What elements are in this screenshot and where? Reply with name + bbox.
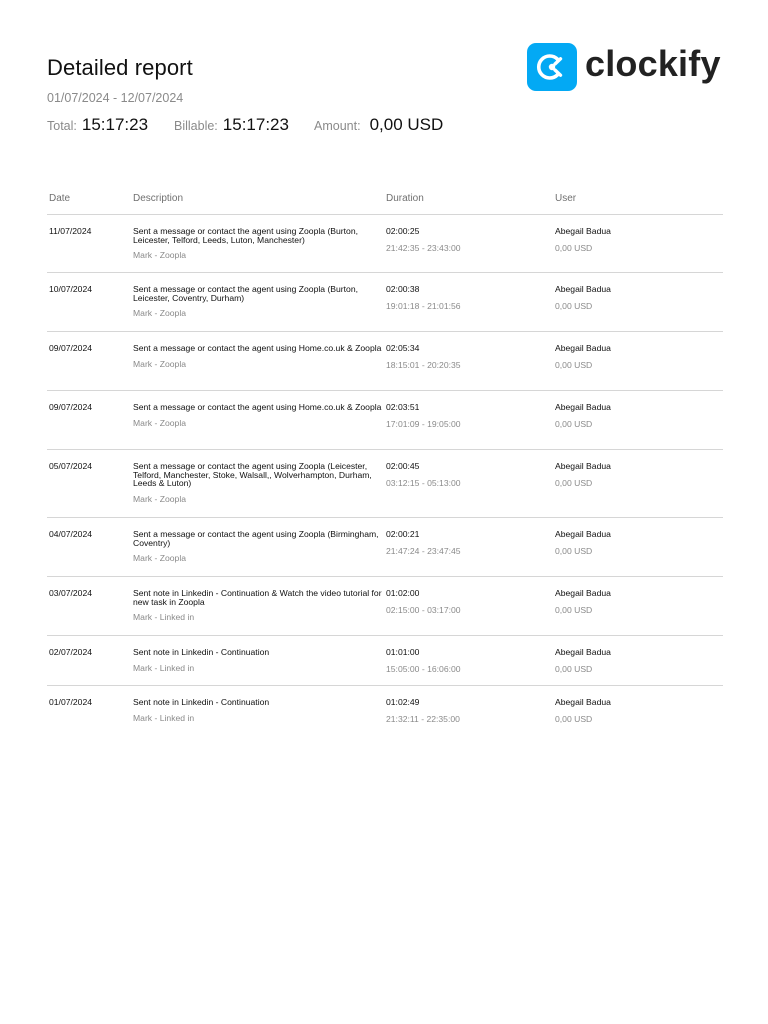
entry-duration bbox=[386, 648, 461, 673]
entry-duration-total: 02:05:34 bbox=[386, 343, 420, 353]
entry-description bbox=[133, 227, 383, 260]
entry-description-text: Sent a message or contact the agent using Home.co.uk & Zoopla bbox=[133, 402, 382, 412]
entry-project: Mark - Linked in bbox=[133, 662, 195, 673]
entry-amount: 0,00 USD bbox=[555, 713, 593, 724]
entry-duration-total: 02:00:21 bbox=[386, 529, 420, 539]
billable-value: 15:17:23 bbox=[222, 115, 289, 134]
entry-description bbox=[133, 530, 383, 563]
entry-amount: 0,00 USD bbox=[555, 418, 593, 429]
clockify-wordmark: clockify bbox=[585, 43, 721, 84]
entry-user bbox=[555, 403, 611, 428]
entry-user bbox=[555, 285, 611, 310]
entry-user bbox=[555, 462, 611, 487]
entry-time-range: 02:15:00 - 03:17:00 bbox=[386, 604, 461, 615]
entry-user-name: Abegail Badua bbox=[555, 529, 611, 539]
entry-amount: 0,00 USD bbox=[555, 477, 593, 488]
total-value: 15:17:23 bbox=[81, 115, 149, 134]
entry-description-text: Sent note in Linkedin - Continuation & Watch the video tutorial for new task in Zoopla bbox=[133, 588, 382, 607]
entry-duration-total: 01:01:00 bbox=[386, 647, 420, 657]
entry-description-text: Sent a message or contact the agent using Zoopla (Leicester, Telford, Manchester, Stoke, Walsall,, Wolverhampton, Durham, Leeds & Luton) bbox=[133, 461, 372, 489]
total-label: Total: bbox=[47, 119, 77, 133]
entry-description bbox=[133, 344, 383, 368]
entry-user-name: Abegail Badua bbox=[555, 588, 611, 598]
entry-user bbox=[555, 589, 611, 614]
entry-duration bbox=[386, 285, 461, 310]
entry-description bbox=[133, 462, 383, 504]
entry-user-name: Abegail Badua bbox=[555, 461, 611, 471]
entry-user-name: Abegail Badua bbox=[555, 284, 611, 294]
table-row bbox=[47, 215, 723, 273]
entry-time-range: 18:15:01 - 20:20:35 bbox=[386, 359, 461, 370]
entry-date: 01/07/2024 bbox=[49, 697, 93, 707]
entry-description bbox=[133, 285, 383, 318]
report-summary bbox=[47, 115, 443, 135]
entry-duration bbox=[386, 227, 461, 252]
entry-user-name: Abegail Badua bbox=[555, 226, 611, 236]
entry-duration bbox=[386, 462, 461, 487]
entry-date: 09/07/2024 bbox=[49, 343, 93, 353]
table-row bbox=[47, 332, 723, 391]
entry-time-range: 19:01:18 - 21:01:56 bbox=[386, 300, 461, 311]
billable-summary bbox=[174, 115, 314, 135]
table-row bbox=[47, 636, 723, 686]
entry-user bbox=[555, 530, 611, 555]
report-date-range: 01/07/2024 - 12/07/2024 bbox=[47, 91, 184, 105]
entry-date: 11/07/2024 bbox=[49, 226, 92, 236]
entry-duration-total: 02:00:25 bbox=[386, 226, 420, 236]
entry-user bbox=[555, 227, 611, 252]
report-title: Detailed report bbox=[47, 55, 193, 80]
entry-amount: 0,00 USD bbox=[555, 604, 593, 615]
table-row bbox=[47, 391, 723, 450]
entry-date: 02/07/2024 bbox=[49, 647, 93, 657]
entry-description-text: Sent a message or contact the agent using Zoopla (Burton, Leicester, Coventry, Durham) bbox=[133, 284, 359, 303]
time-entries-table bbox=[47, 190, 723, 735]
table-row bbox=[47, 686, 723, 735]
entry-user-name: Abegail Badua bbox=[555, 647, 611, 657]
entry-description bbox=[133, 589, 383, 622]
entry-time-range: 21:42:35 - 23:43:00 bbox=[386, 242, 461, 253]
entry-amount: 0,00 USD bbox=[555, 300, 593, 311]
entry-time-range: 21:32:11 - 22:35:00 bbox=[386, 713, 460, 724]
entry-description-text: Sent a message or contact the agent using Home.co.uk & Zoopla bbox=[133, 343, 382, 353]
column-header-date: Date bbox=[49, 193, 71, 204]
column-header-duration: Duration bbox=[386, 193, 424, 204]
entry-date: 09/07/2024 bbox=[49, 402, 93, 412]
table-row bbox=[47, 450, 723, 518]
entry-description-text: Sent a message or contact the agent using Zoopla (Burton, Leicester, Telford, Leeds, Luton, Manchester) bbox=[133, 226, 359, 245]
entry-description-text: Sent note in Linkedin - Continuation bbox=[133, 697, 270, 707]
entry-user-name: Abegail Badua bbox=[555, 697, 611, 707]
entry-duration bbox=[386, 344, 461, 369]
table-row bbox=[47, 577, 723, 636]
entry-project: Mark - Zoopla bbox=[133, 250, 187, 261]
entry-project: Mark - Zoopla bbox=[133, 417, 187, 428]
entry-duration-total: 02:03:51 bbox=[386, 402, 420, 412]
table-header bbox=[47, 190, 723, 215]
entry-time-range: 17:01:09 - 19:05:00 bbox=[386, 418, 461, 429]
entry-amount: 0,00 USD bbox=[555, 242, 593, 253]
entry-user-name: Abegail Badua bbox=[555, 402, 611, 412]
entry-duration bbox=[386, 589, 461, 614]
entry-duration bbox=[386, 530, 461, 555]
entry-description bbox=[133, 648, 383, 672]
entry-duration bbox=[386, 403, 461, 428]
entry-description bbox=[133, 698, 383, 722]
entry-project: Mark - Zoopla bbox=[133, 308, 187, 319]
entry-user bbox=[555, 698, 611, 723]
entry-date: 04/07/2024 bbox=[49, 529, 93, 539]
column-header-user: User bbox=[555, 193, 577, 204]
entry-date: 10/07/2024 bbox=[49, 284, 93, 294]
column-header-description: Description bbox=[133, 193, 184, 204]
total-summary bbox=[47, 115, 174, 135]
entry-amount: 0,00 USD bbox=[555, 663, 593, 674]
entry-project: Mark - Zoopla bbox=[133, 358, 187, 369]
entry-project: Mark - Zoopla bbox=[133, 494, 187, 505]
entry-description-text: Sent a message or contact the agent using Zoopla (Birmingham, Coventry) bbox=[133, 529, 379, 548]
entry-user bbox=[555, 344, 611, 369]
entry-amount: 0,00 USD bbox=[555, 359, 593, 370]
entry-description bbox=[133, 403, 383, 427]
entry-duration bbox=[386, 698, 460, 723]
table-row bbox=[47, 518, 723, 577]
entry-time-range: 21:47:24 - 23:47:45 bbox=[386, 545, 461, 556]
entry-date: 05/07/2024 bbox=[49, 461, 93, 471]
entry-project: Mark - Linked in bbox=[133, 712, 195, 723]
entry-project: Mark - Zoopla bbox=[133, 553, 187, 564]
entry-duration-total: 01:02:49 bbox=[386, 697, 420, 707]
amount-value: 0,00 USD bbox=[369, 115, 444, 134]
entry-user-name: Abegail Badua bbox=[555, 343, 611, 353]
entry-project: Mark - Linked in bbox=[133, 612, 195, 623]
clockify-logo bbox=[527, 43, 721, 91]
entry-duration-total: 01:02:00 bbox=[386, 588, 420, 598]
amount-label: Amount: bbox=[314, 119, 361, 133]
entry-date: 03/07/2024 bbox=[49, 588, 93, 598]
entry-time-range: 03:12:15 - 05:13:00 bbox=[386, 477, 461, 488]
entry-time-range: 15:05:00 - 16:06:00 bbox=[386, 663, 461, 674]
billable-label: Billable: bbox=[174, 119, 218, 133]
entry-amount: 0,00 USD bbox=[555, 545, 593, 556]
entry-duration-total: 02:00:38 bbox=[386, 284, 420, 294]
entry-user bbox=[555, 648, 611, 673]
entry-duration-total: 02:00:45 bbox=[386, 461, 420, 471]
amount-summary bbox=[314, 115, 443, 135]
table-row bbox=[47, 273, 723, 332]
clockify-logo-icon bbox=[527, 43, 577, 91]
entry-description-text: Sent note in Linkedin - Continuation bbox=[133, 647, 270, 657]
